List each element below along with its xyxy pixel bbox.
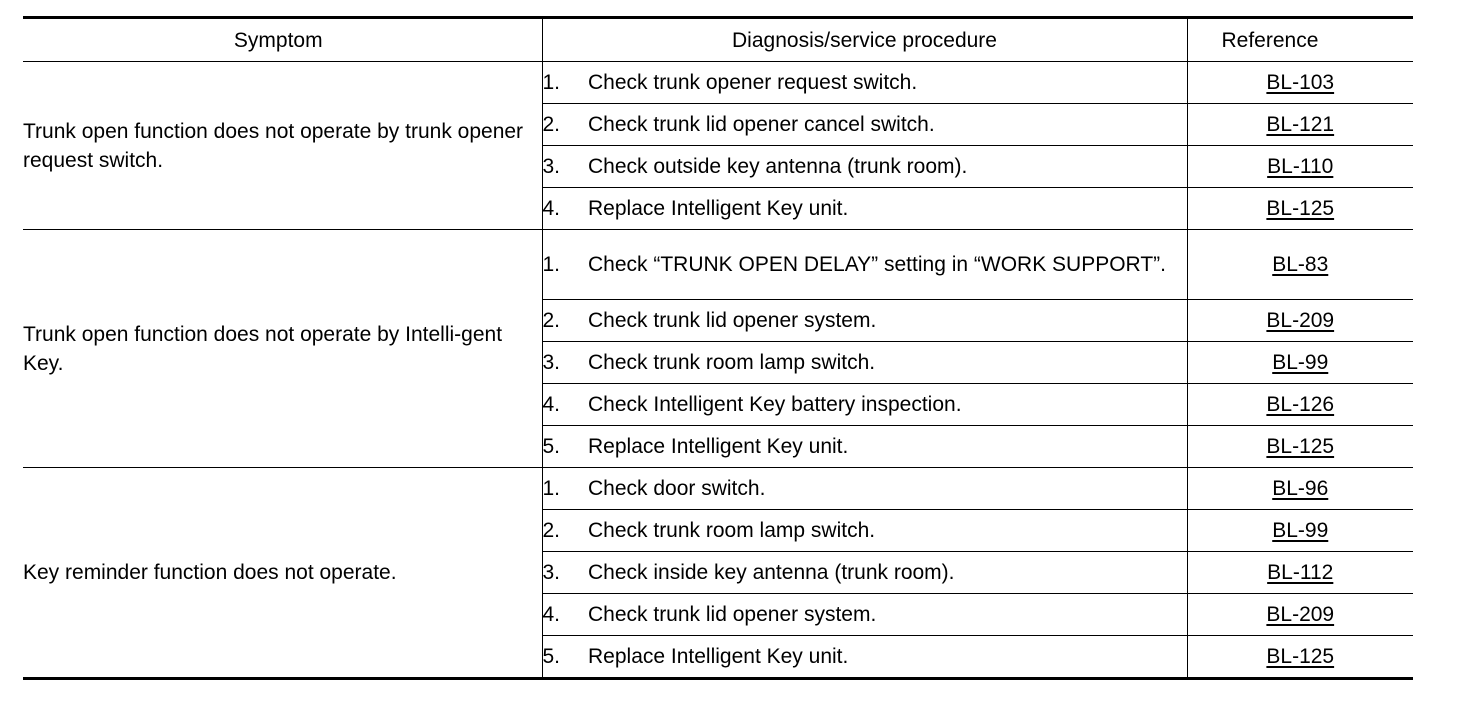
- table-row: [23, 230, 1413, 300]
- step-text: Check outside key antenna (trunk room).: [588, 146, 1187, 188]
- reference-link[interactable]: BL-110: [1267, 155, 1334, 178]
- step-text: Check trunk lid opener cancel switch.: [588, 104, 1187, 146]
- header-symptom: Symptom: [23, 18, 542, 62]
- reference-link[interactable]: BL-99: [1272, 351, 1329, 374]
- header-row: [23, 18, 1413, 62]
- symptom-cell: Trunk open function does not operate by trunk opener request switch.: [23, 62, 542, 230]
- reference-link[interactable]: BL-209: [1266, 309, 1335, 332]
- step-number: 3.: [542, 552, 588, 594]
- step-number: 4.: [542, 188, 588, 230]
- table-row: [23, 468, 1413, 510]
- step-number: 1.: [542, 62, 588, 104]
- step-text: Check trunk opener request switch.: [588, 62, 1187, 104]
- reference-link[interactable]: BL-126: [1266, 393, 1335, 416]
- reference-link[interactable]: BL-96: [1272, 477, 1329, 500]
- reference-link[interactable]: BL-125: [1266, 197, 1335, 220]
- step-number: 3.: [542, 146, 588, 188]
- reference-link[interactable]: BL-99: [1272, 519, 1329, 542]
- header-reference: Reference: [1187, 18, 1413, 62]
- step-text: Check door switch.: [588, 468, 1187, 510]
- step-text: Check “TRUNK OPEN DELAY” setting in “WORK SUPPORT”.: [588, 230, 1187, 300]
- step-text: Check trunk room lamp switch.: [588, 342, 1187, 384]
- header-procedure: Diagnosis/service procedure: [542, 18, 1187, 62]
- step-text: Check trunk lid opener system.: [588, 594, 1187, 636]
- reference-link[interactable]: BL-83: [1272, 253, 1329, 276]
- reference-link[interactable]: BL-112: [1267, 561, 1334, 584]
- step-number: 2.: [542, 510, 588, 552]
- reference-link[interactable]: BL-125: [1266, 435, 1335, 458]
- step-text: Check trunk lid opener system.: [588, 300, 1187, 342]
- step-number: 4.: [542, 594, 588, 636]
- step-number: 1.: [542, 230, 588, 300]
- step-number: 5.: [542, 426, 588, 468]
- reference-link[interactable]: BL-103: [1266, 71, 1335, 94]
- step-number: 2.: [542, 300, 588, 342]
- step-number: 2.: [542, 104, 588, 146]
- step-number: 4.: [542, 384, 588, 426]
- symptom-cell: Key reminder function does not operate.: [23, 468, 542, 679]
- step-number: 5.: [542, 636, 588, 679]
- step-text: Check trunk room lamp switch.: [588, 510, 1187, 552]
- symptom-cell: Trunk open function does not operate by Intelli-gent Key.: [23, 230, 542, 468]
- step-text: Replace Intelligent Key unit.: [588, 188, 1187, 230]
- reference-link[interactable]: BL-209: [1266, 603, 1335, 626]
- step-number: 1.: [542, 468, 588, 510]
- table-row: [23, 62, 1413, 104]
- diagnosis-table: [23, 16, 1413, 680]
- reference-link[interactable]: BL-125: [1266, 645, 1335, 668]
- step-number: 3.: [542, 342, 588, 384]
- step-text: Check Intelligent Key battery inspection.: [588, 384, 1187, 426]
- reference-link[interactable]: BL-121: [1266, 113, 1335, 136]
- step-text: Replace Intelligent Key unit.: [588, 426, 1187, 468]
- step-text: Replace Intelligent Key unit.: [588, 636, 1187, 679]
- step-text: Check inside key antenna (trunk room).: [588, 552, 1187, 594]
